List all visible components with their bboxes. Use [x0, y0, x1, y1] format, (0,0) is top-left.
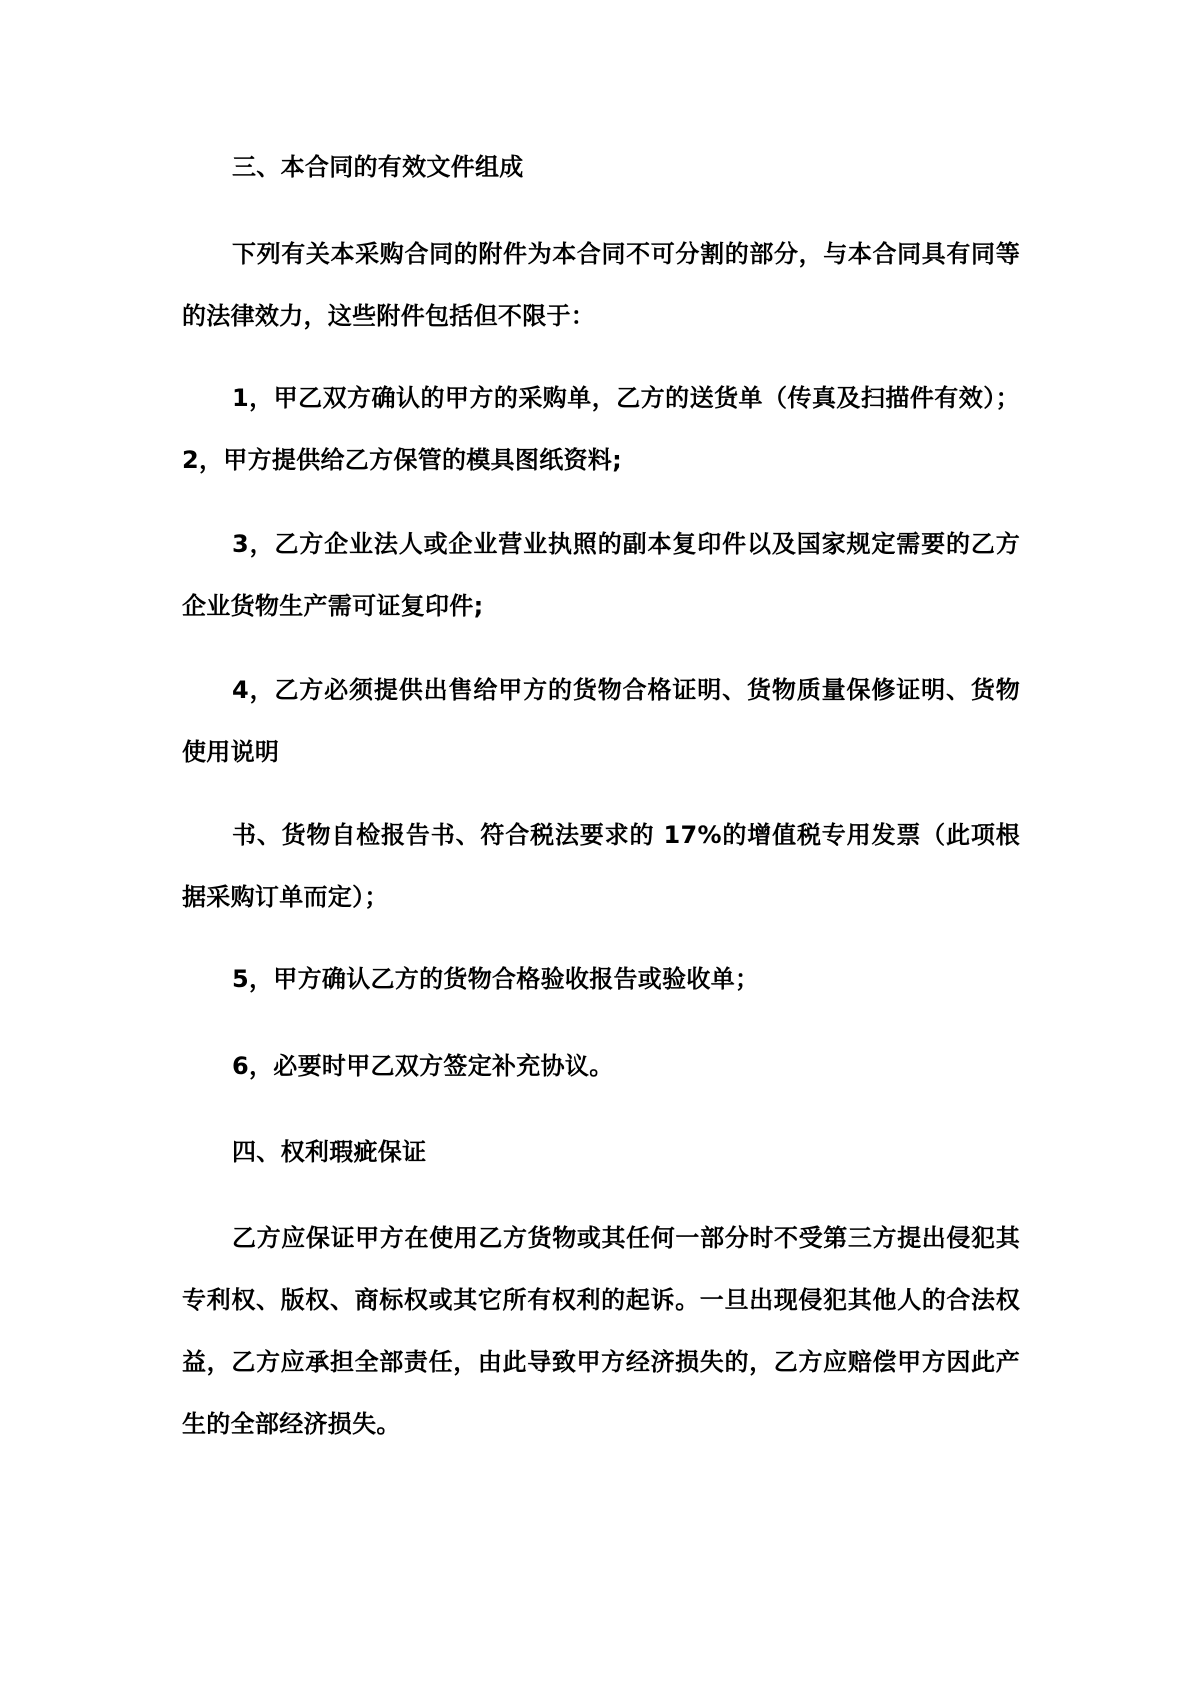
section-4-body-paragraph: 乙方应保证甲方在使用乙方货物或其任何一部分时不受第三方提出侵犯其专利权、版权、商标权或其它所有权利的起诉。一旦出现侵犯其他人的合法权益，乙方应承担全部责任，由此导致甲方经济损失的，乙方应赔偿甲方因此产生的全部经济损失。 [182, 1224, 1020, 1438]
section-heading-3: 三、本合同的有效文件组成 [232, 153, 524, 181]
list-item-3: 3，乙方企业法人或企业营业执照的副本复印件以及国家规定需要的乙方企业货物生产需可证复印件; [182, 530, 1020, 620]
list-item-4-part1: 4，乙方必须提供出售给甲方的货物合格证明、货物质量保修证明、货物使用说明 [182, 676, 1020, 766]
section-3-intro-paragraph: 下列有关本采购合同的附件为本合同不可分割的部分，与本合同具有同等的法律效力，这些附件包括但不限于： [182, 240, 1020, 330]
list-item-6: 6，必要时甲乙双方签定补充协议。 [232, 1052, 614, 1080]
list-item-1-2: 1，甲乙双方确认的甲方的采购单，乙方的送货单（传真及扫描件有效）； 2，甲方提供给乙方保管的模具图纸资料; [182, 384, 1020, 474]
section-heading-4: 四、权利瑕疵保证 [232, 1138, 427, 1166]
list-item-5: 5，甲方确认乙方的货物合格验收报告或验收单； [232, 965, 760, 993]
list-item-4-part2: 书、货物自检报告书、符合税法要求的 17%的增值税专用发票（此项根据采购订单而定）； [182, 821, 1020, 911]
